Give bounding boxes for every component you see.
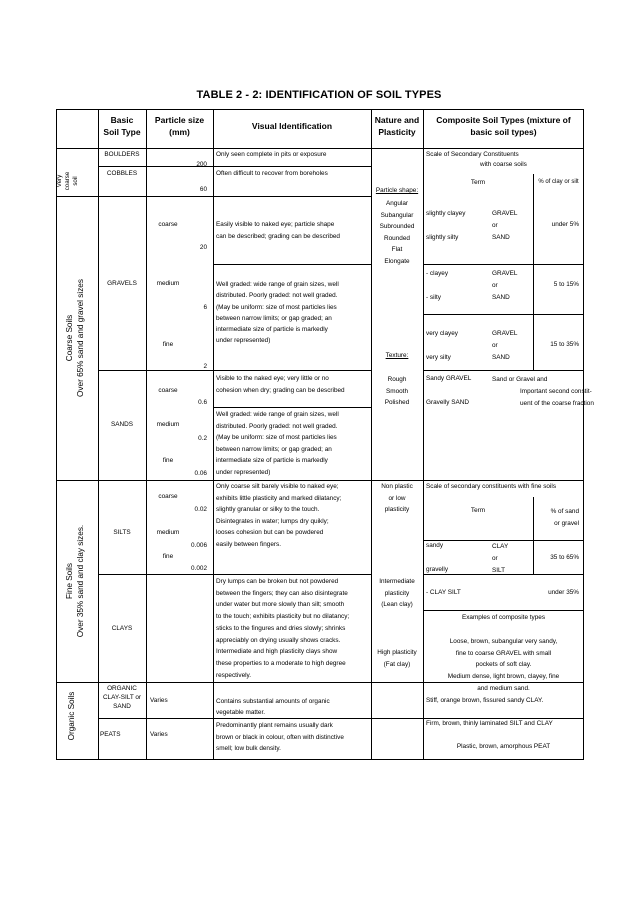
grade-varies: Varies: [150, 697, 168, 704]
header-visual-identification: Visual Identification: [251, 121, 333, 131]
textures: Rough Smooth Polished: [384, 376, 410, 406]
table-title: TABLE 2 - 2: IDENTIFICATION OF SOIL TYPES: [196, 89, 442, 101]
soil-sands: SANDS: [110, 421, 134, 428]
grade-silt-medium: medium: [156, 529, 180, 536]
col-divider: [146, 109, 147, 760]
col-divider: [213, 109, 214, 760]
group-rule: [56, 196, 371, 197]
row-rule: [98, 370, 371, 371]
organic-example-1: Stiff, orange brown, fissured sandy CLAY.: [426, 697, 544, 704]
header-nature-plasticity: Nature and Plasticity: [374, 115, 420, 137]
header-composite-soil-types: Composite Soil Types (mixture of basic soil types): [436, 115, 571, 137]
size-value: 0.02: [194, 506, 207, 513]
header-basic-soil-type: Basic Soil Type: [103, 115, 141, 137]
fine-pct: 35 to 65%: [550, 554, 579, 561]
organic-example-3: Plastic, brown, amorphous PEAT: [456, 743, 551, 750]
grade-gravel-medium: medium: [156, 280, 180, 287]
term-label-2: Term: [470, 507, 486, 514]
visual-boulders: Only seen complete in pits or exposure: [216, 151, 327, 158]
size-value: 0.6: [198, 399, 207, 406]
grade-sand-coarse: coarse: [158, 387, 178, 394]
row-rule: [213, 264, 371, 265]
soil-clays: CLAYS: [111, 625, 133, 632]
grade-gravel-fine: fine: [162, 341, 174, 348]
visual-gravel-medium: Well graded: wide range of grain sizes, well distributed. Poorly graded: not well graded. (May be uniform: size of most particles lies between narrow limits; or gap graded; an intermediate size of particle is markedly under represented): [216, 281, 339, 345]
visual-sand-coarse: Visible to the naked eye; very little or no cohesion when dry; grading can be described: [216, 375, 345, 394]
soil-organic: ORGANIC CLAY-SILT or SAND: [102, 685, 142, 710]
size-value: 0.006: [191, 542, 207, 549]
term-label: Term: [470, 179, 486, 186]
sandy-gravel: Sandy GRAVEL: [426, 375, 472, 382]
row-rule: [423, 610, 584, 611]
row-rule: [98, 166, 371, 167]
examples-heading: Examples of composite types: [461, 614, 546, 621]
pct-clay-silt-label: % of clay or silt: [538, 179, 579, 185]
pct-row-3: 15 to 35%: [550, 341, 579, 348]
coarse-scale-heading: Scale of Secondary Constituents: [426, 151, 519, 158]
group-label-organic: Organic Soils: [67, 691, 76, 741]
term-row-1: slightly clayey slightly silty: [426, 210, 466, 241]
row-rule: [423, 314, 584, 315]
size-value: 0.2: [198, 435, 207, 442]
silt-plasticity: Non plastic or low plasticity: [381, 483, 413, 514]
size-value: 20: [199, 244, 207, 251]
clay-silt-pct: under 35%: [548, 589, 579, 596]
visual-cobbles: Often difficult to recover from boreholes: [216, 170, 328, 177]
mix-row-2: GRAVEL or SAND: [492, 270, 518, 301]
term-sandy: sandy: [426, 542, 444, 549]
clay-silt-term: - CLAY SILT: [426, 589, 461, 596]
fine-mix: CLAY or SILT: [492, 543, 509, 574]
soil-silts: SILTS: [113, 529, 131, 536]
grade-silt-fine: fine: [162, 553, 174, 560]
clay-intermediate-plasticity: Intermediate plasticity (Lean clay): [379, 578, 415, 609]
soil-gravels: GRAVELS: [107, 280, 137, 287]
visual-sand-medium: Well graded: wide range of grain sizes, well distributed. Poorly graded: not well graded. (May be uniform: size of most particles lies between narrow limits; or gap graded; an intermediate size of particle is markedly under represented): [216, 411, 339, 476]
mix-row-1: GRAVEL or SAND: [492, 210, 518, 241]
soil-cobbles: COBBLES: [106, 170, 138, 177]
grade-sand-fine: fine: [162, 457, 174, 464]
header-rule: [56, 148, 584, 149]
examples-text: Loose, brown, subangular very sandy, fine to coarse GRAVEL with small pockets of soft clay. Medium dense, light brown, clayey, fine and medium sand.: [447, 638, 560, 692]
gravelly-sand: Gravelly SAND: [426, 399, 469, 406]
clay-high-plasticity: High plasticity (Fat clay): [377, 649, 417, 668]
header-particle-size: Particle size (mm): [154, 115, 205, 137]
soil-boulders: BOULDERS: [104, 151, 140, 158]
grade-varies: Varies: [150, 731, 168, 738]
group-label-coarse: Coarse Soils Over 65% sand and gravel sizes: [65, 279, 85, 397]
col-divider: [98, 109, 99, 760]
row-rule: [423, 370, 584, 371]
term-gravelly: gravelly: [426, 566, 449, 573]
row-rule: [423, 264, 584, 265]
organic-example-2: Firm, brown, thinly laminated SILT and CLAY: [426, 720, 553, 727]
texture-label: Texture:: [385, 352, 409, 359]
size-value: 6: [203, 304, 207, 311]
grade-sand-medium: medium: [156, 421, 180, 428]
row-rule: [213, 407, 371, 408]
particle-shapes: Angular Subangular Subrounded Rounded Flat Elongate: [379, 200, 415, 265]
row-rule: [98, 574, 371, 575]
size-value: 0.06: [194, 470, 207, 477]
visual-gravel-coarse: Easily visible to naked eye; particle shape can be described; grading can be described: [216, 221, 340, 240]
pct-sand-gravel-label: % of sand or gravel: [550, 508, 579, 527]
soil-peats: PEATS: [100, 731, 121, 738]
size-value: 200: [196, 161, 207, 168]
visual-peats: Predominantly plant remains usually dark brown or black in colour, often with distinctive smell; low bulk density.: [216, 722, 344, 752]
size-value: 60: [199, 186, 207, 193]
pct-row-1: under 5%: [551, 221, 579, 228]
term-row-3: very clayey very silty: [426, 330, 458, 361]
coarse-scale-heading-2: with coarse soils: [480, 161, 527, 168]
group-label-very-coarse: Very coarse soil: [56, 171, 79, 191]
grade-gravel-coarse: coarse: [158, 221, 178, 228]
group-label-fine: Fine Soils Over 35% sand and clay sizes.: [65, 524, 85, 638]
pct-row-2: 5 to 15%: [553, 281, 579, 288]
visual-organic: Contains substantial amounts of organic vegetable matter.: [216, 698, 330, 716]
size-value: 0.002: [191, 565, 207, 572]
visual-clays: Dry lumps can be broken but not powdered between the fingers; they can also disintegrate under water but more slowly than silt; smooth to the touch; exhibits plasticity but no dilatancy; sticks to the fingures and dries slowly; shrinks appreciably on drying usually shows cracks. Intermediate and high plasticity clays show these properties to a moderate to high degree respectively.: [216, 578, 350, 679]
mix-row-3: GRAVEL or SAND: [492, 330, 518, 361]
visual-silts: Only coarse silt barely visible to naked eye; exhibits little plasticity and marked dilatancy; slightly granular or silky to the touch. Disintegrates in water; lumps dry quikly; looses cohesion but can be powdered easily between fingers.: [216, 483, 342, 548]
sand-or-gravel-note: Sand or Gravel and Important second constit- uent of the coarse fraction: [492, 376, 594, 407]
size-value: 2: [203, 363, 207, 370]
term-row-2: - clayey - silty: [426, 270, 449, 301]
fine-scale-heading: Scale of secondary constituents with fine soils: [426, 483, 557, 490]
particle-shape-label: Particle shape:: [375, 187, 419, 194]
grade-silt-coarse: coarse: [158, 493, 178, 500]
